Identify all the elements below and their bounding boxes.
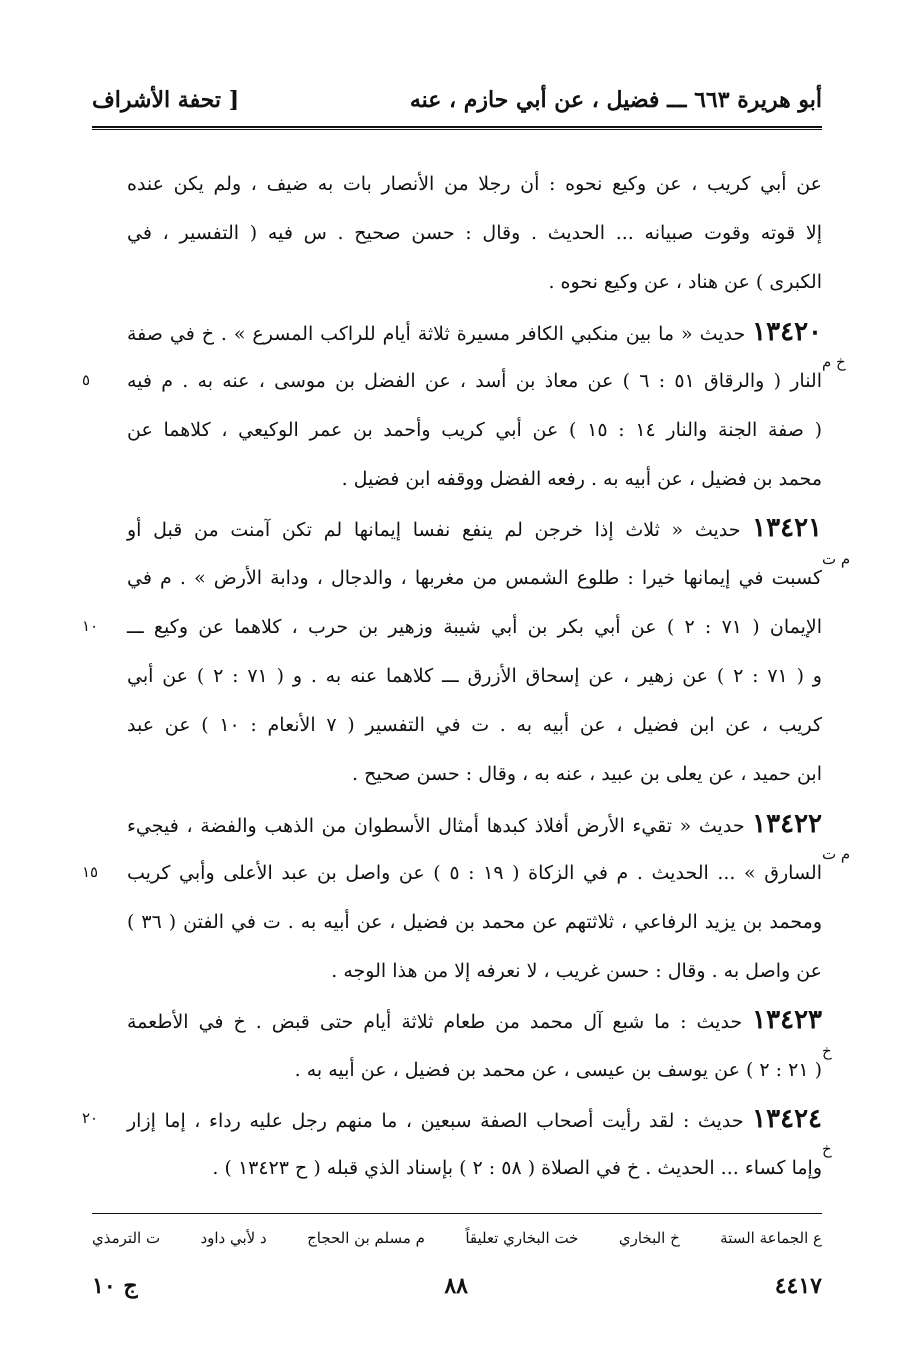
text-line	[127, 949, 822, 993]
line-text: ومحمد بن يزيد الرفاعي ، ثلاثتهم عن محمد بن فضيل ، عن أبيه به . ت في الفتن ( ٣٦ )	[127, 911, 822, 933]
line-text: كريب ، عن ابن فضيل ، عن أبيه به . ت في التفسير ( ٧ الأنعام : ١٠ ) عن عبد	[127, 714, 823, 737]
line-text: ( صفة الجنة والنار ١٤ : ١٥ ) عن أبي كريب وأحمد بن عمر الوكيعي ، كلاهما عن	[127, 419, 823, 441]
entry-first-line	[127, 998, 822, 1042]
line-counter: ٥	[82, 370, 91, 389]
legend-item: خت البخاري تعليقاً	[465, 1229, 579, 1247]
line-text: الكبرى ) عن هناد ، عن وكيع نحوه .	[548, 271, 822, 294]
margin-siglum: خ	[822, 1140, 832, 1158]
entry-number: ١٣٤٢٤	[752, 1103, 822, 1134]
page-footer	[92, 1262, 822, 1310]
entry-first-line	[127, 506, 822, 550]
legend-item: ع الجماعة الستة	[720, 1229, 822, 1247]
margin-siglum: م ت	[822, 549, 851, 568]
entry-first-line	[127, 1097, 822, 1141]
volume-number: ج ١٠	[92, 1273, 138, 1299]
entry-number: ١٣٤٢١	[752, 513, 822, 544]
margin-siglum: خ	[822, 1041, 832, 1060]
text-line	[127, 1146, 822, 1190]
line-text: حديث « تقيء الأرض أفلاذ كبدها أمثال الأسطوان من الذهب والفضة ، فيجيء	[127, 814, 753, 837]
line-text: ابن حميد ، عن يعلى بن عبيد ، عنه به ، وقال : حسن صحيح .	[352, 763, 822, 786]
text-line	[127, 703, 822, 747]
text-line	[127, 260, 822, 304]
line-text: محمد بن فضيل ، عن أبيه به . رفعه الفضل ووقفه ابن فضيل .	[341, 468, 822, 491]
margin-siglum: خ م	[822, 352, 846, 371]
line-text: كسبت في إيمانها خيرا : طلوع الشمس من مغربها ، والدجال ، ودابة الأرض » . م في	[127, 566, 822, 589]
page-number: ٨٨	[444, 1273, 468, 1299]
line-text: السارق » ... الحديث . م في الزكاة ( ١٩ : ٥ ) عن واصل بن عبد الأعلى وأبي كريب	[127, 861, 822, 884]
text-line	[127, 408, 822, 452]
legend-item: م مسلم بن الحجاج	[307, 1229, 425, 1247]
text-line	[127, 654, 822, 698]
footer-rule	[92, 1213, 822, 1214]
line-text: حديث : لقد رأيت أصحاب الصفة سبعين ، ما منهم رجل عليه رداء ، إما إزار	[127, 1109, 753, 1132]
book-title: [ تحفة الأشراف	[92, 87, 240, 113]
line-text: عن واصل به . وقال : حسن غريب ، لا نعرفه إلا من هذا الوجه .	[331, 960, 822, 983]
text-line	[127, 1048, 822, 1092]
line-text: النار ( والرقاق ٥١ : ٦ ) عن معاذ بن أسد ، عن الفضل بن موسى ، عنه به . م فيه	[127, 369, 823, 392]
text-line	[127, 605, 822, 649]
entry-number: ١٣٤٢٠	[752, 316, 822, 347]
line-text: و ( ٧١ : ٢ ) عن زهير ، عن إسحاق الأزرق ـــ كلاهما عنه به . و ( ٧١ : ٢ ) عن أبي	[127, 665, 822, 687]
line-text: إلا قوته وقوت صبيانه ... الحديث . وقال : حسن صحيح . س فيه ( التفسير ، في	[127, 222, 822, 245]
line-counter: ١٥	[82, 862, 99, 881]
line-text: حديث : ما شبع آل محمد من طعام ثلاثة أيام حتى قبض . خ في الأطعمة	[127, 1011, 753, 1034]
margin-siglum: م ت	[822, 844, 851, 863]
line-text: حديث « ما بين منكبي الكافر مسيرة ثلاثة أيام للراكب المسرع » . خ في صفة	[127, 322, 753, 345]
line-text: الإيمان ( ٧١ : ٢ ) عن أبي بكر بن أبي شيبة وزهير بن حرب ، كلاهما عن وكيع ـــ	[127, 615, 822, 638]
text-line	[127, 900, 822, 944]
entry-first-line	[127, 310, 822, 354]
entry-first-line	[127, 802, 822, 846]
line-text: حديث « ثلاث إذا خرجن لم ينفع نفسا إيمانها لم تكن آمنت من قبل أو	[127, 519, 753, 542]
line-counter: ٢٠	[82, 1108, 99, 1127]
text-line	[127, 556, 822, 600]
legend-item: ت الترمذي	[92, 1229, 161, 1247]
text-line	[127, 162, 822, 206]
line-counter: ١٠	[82, 616, 99, 635]
legend-item: د لأبي داود	[200, 1229, 267, 1247]
line-text: ( ٢١ : ٢ ) عن يوسف بن عيسى ، عن محمد بن فضيل ، عن أبيه به .	[294, 1058, 822, 1081]
legend-item: خ البخاري	[618, 1229, 680, 1247]
text-line	[127, 752, 822, 796]
text-line	[127, 211, 822, 255]
text-line	[127, 851, 822, 895]
footer-code: ٤٤١٧	[774, 1273, 822, 1299]
running-title: أبو هريرة ٦٦٣ ـــ فضيل ، عن أبي حازم ، عنه	[409, 87, 822, 113]
entry-number: ١٣٤٢٢	[752, 808, 822, 839]
text-line	[127, 359, 822, 403]
text-line	[127, 457, 822, 501]
line-text: وإما كساء ... الحديث . خ في الصلاة ( ٥٨ : ٢ ) بإسناد الذي قبله ( ح ١٣٤٢٣ ) .	[212, 1157, 822, 1179]
abbreviation-legend	[92, 1220, 822, 1256]
line-text: عن أبي كريب ، عن وكيع نحوه : أن رجلا من الأنصار بات به ضيف ، ولم يكن عنده	[127, 173, 822, 195]
entry-number: ١٣٤٢٣	[752, 1005, 822, 1036]
